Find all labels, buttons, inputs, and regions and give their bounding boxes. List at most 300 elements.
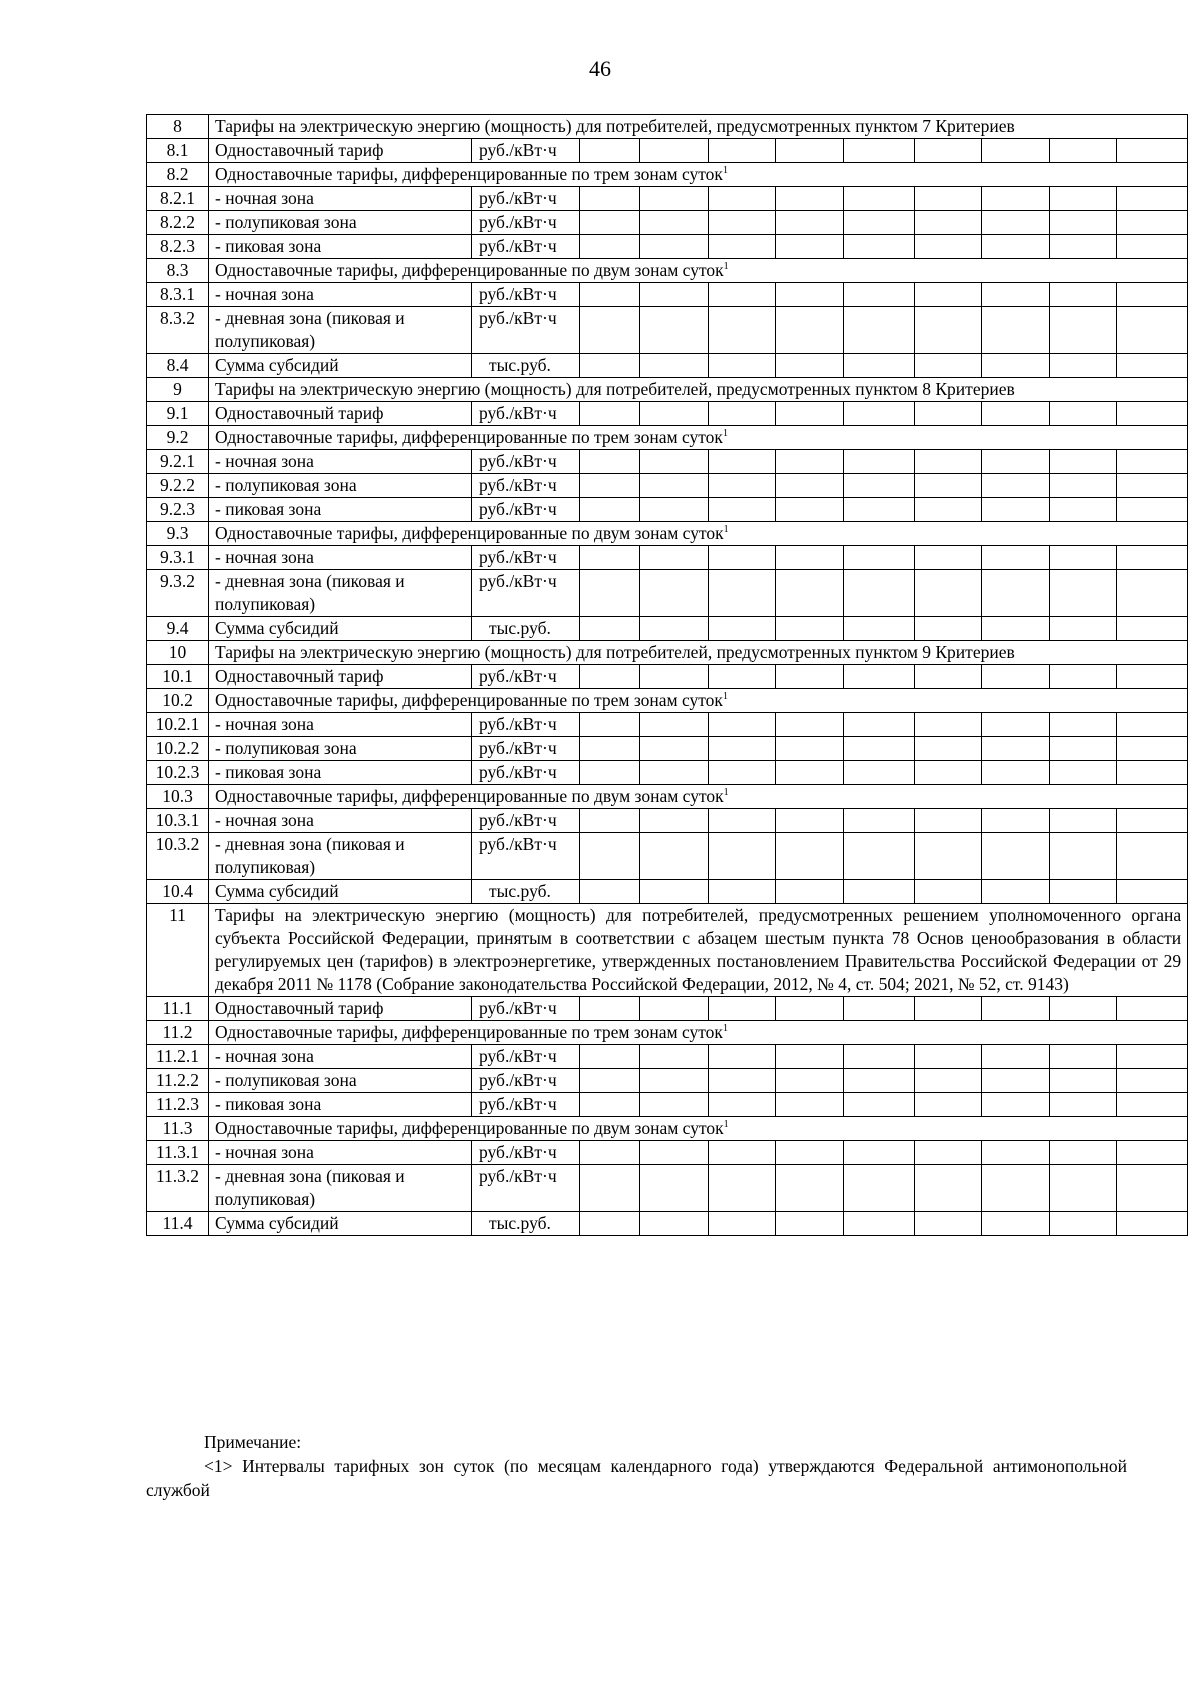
row-title — [209, 641, 1188, 665]
value-cell — [1117, 761, 1188, 785]
value-cell — [776, 997, 844, 1021]
value-cell — [1117, 354, 1188, 378]
row-number: 9 — [147, 378, 209, 402]
row-number: 8.2.2 — [147, 211, 209, 235]
unit-cell: руб./кВт·ч — [472, 402, 580, 426]
value-cell — [844, 187, 915, 211]
value-cell — [580, 187, 640, 211]
row-title — [209, 1117, 1188, 1141]
value-cell — [1117, 1165, 1188, 1212]
value-cell — [776, 617, 844, 641]
two-zone-header-row — [147, 259, 1188, 283]
row-number: 9.2 — [147, 426, 209, 450]
value-cell — [1050, 737, 1117, 761]
value-cell — [915, 139, 982, 163]
value-cell — [709, 737, 776, 761]
value-cell — [1050, 211, 1117, 235]
value-cell — [580, 139, 640, 163]
row-title-text: Одноставочные тарифы, дифференцированные по двум зонам суток — [215, 1118, 724, 1138]
value-cell — [1050, 833, 1117, 880]
value-cell — [1050, 997, 1117, 1021]
value-cell — [1050, 450, 1117, 474]
value-cell — [1117, 474, 1188, 498]
value-cell — [982, 833, 1050, 880]
row-title — [209, 522, 1188, 546]
row-number: 10.2.3 — [147, 761, 209, 785]
row-label: Сумма субсидий — [209, 1212, 472, 1236]
unit-cell: руб./кВт·ч — [472, 474, 580, 498]
unit-cell: руб./кВт·ч — [472, 498, 580, 522]
value-cell — [1117, 809, 1188, 833]
subsidy-row — [147, 617, 1188, 641]
value-cell — [982, 809, 1050, 833]
three-zone-row — [147, 474, 1188, 498]
two-zone-header-row — [147, 1117, 1188, 1141]
value-cell — [776, 235, 844, 259]
value-cell — [982, 211, 1050, 235]
value-cell — [1117, 570, 1188, 617]
value-cell — [640, 1045, 709, 1069]
value-cell — [776, 546, 844, 570]
value-cell — [709, 1045, 776, 1069]
value-cell — [580, 665, 640, 689]
value-cell — [844, 617, 915, 641]
unit-cell: руб./кВт·ч — [472, 283, 580, 307]
value-cell — [915, 665, 982, 689]
value-cell — [1050, 1141, 1117, 1165]
value-cell — [580, 833, 640, 880]
value-cell — [1117, 498, 1188, 522]
value-cell — [776, 833, 844, 880]
value-cell — [580, 809, 640, 833]
value-cell — [709, 354, 776, 378]
value-cell — [982, 997, 1050, 1021]
value-cell — [844, 498, 915, 522]
two-zone-row — [147, 833, 1188, 880]
row-label: - полупиковая зона — [209, 211, 472, 235]
row-number: 9.3.1 — [147, 546, 209, 570]
value-cell — [982, 617, 1050, 641]
value-cell — [1050, 617, 1117, 641]
row-number: 9.2.1 — [147, 450, 209, 474]
row-title-text: Одноставочные тарифы, дифференцированные по трем зонам суток — [215, 1022, 723, 1042]
value-cell — [1050, 474, 1117, 498]
row-number: 11.3.2 — [147, 1165, 209, 1212]
value-cell — [844, 833, 915, 880]
row-label: - дневная зона (пиковая и полупиковая) — [209, 570, 472, 617]
row-label: - ночная зона — [209, 283, 472, 307]
three-zone-header-row — [147, 689, 1188, 713]
value-cell — [1117, 139, 1188, 163]
value-cell — [844, 713, 915, 737]
row-number: 9.4 — [147, 617, 209, 641]
value-cell — [1117, 1069, 1188, 1093]
value-cell — [640, 474, 709, 498]
value-cell — [1117, 737, 1188, 761]
three-zone-header-row — [147, 426, 1188, 450]
footnote-mark: 1 — [723, 261, 729, 273]
unit-cell: руб./кВт·ч — [472, 1165, 580, 1212]
row-label: - ночная зона — [209, 546, 472, 570]
value-cell — [982, 1093, 1050, 1117]
value-cell — [1050, 307, 1117, 354]
row-number: 8.4 — [147, 354, 209, 378]
row-label: - полупиковая зона — [209, 737, 472, 761]
value-cell — [1050, 139, 1117, 163]
value-cell — [844, 211, 915, 235]
row-title — [209, 378, 1188, 402]
value-cell — [640, 450, 709, 474]
three-zone-row — [147, 235, 1188, 259]
value-cell — [1117, 833, 1188, 880]
value-cell — [844, 1141, 915, 1165]
value-cell — [982, 570, 1050, 617]
three-zone-row — [147, 1093, 1188, 1117]
row-title — [209, 426, 1188, 450]
row-label: Одноставочный тариф — [209, 997, 472, 1021]
page-number: 46 — [589, 56, 611, 81]
value-cell — [915, 1165, 982, 1212]
value-cell — [709, 283, 776, 307]
row-title-text: Тарифы на электрическую энергию (мощность) для потребителей, предусмотренных пунктом 8 Критериев — [215, 379, 1015, 399]
value-cell — [640, 235, 709, 259]
value-cell — [709, 1212, 776, 1236]
value-cell — [640, 833, 709, 880]
two-zone-header-row — [147, 522, 1188, 546]
value-cell — [915, 402, 982, 426]
row-label: - пиковая зона — [209, 498, 472, 522]
value-cell — [1117, 1141, 1188, 1165]
value-cell — [776, 665, 844, 689]
row-label: - ночная зона — [209, 1045, 472, 1069]
value-cell — [640, 761, 709, 785]
value-cell — [776, 1093, 844, 1117]
row-number: 8.3.2 — [147, 307, 209, 354]
value-cell — [580, 737, 640, 761]
value-cell — [640, 880, 709, 904]
row-label: - пиковая зона — [209, 235, 472, 259]
value-cell — [709, 498, 776, 522]
single-rate-row — [147, 402, 1188, 426]
value-cell — [580, 354, 640, 378]
note-title: Примечание: — [204, 1432, 302, 1452]
value-cell — [1117, 665, 1188, 689]
unit-cell: руб./кВт·ч — [472, 546, 580, 570]
value-cell — [1050, 402, 1117, 426]
value-cell — [1050, 1212, 1117, 1236]
value-cell — [982, 665, 1050, 689]
three-zone-row — [147, 211, 1188, 235]
three-zone-row — [147, 713, 1188, 737]
value-cell — [776, 809, 844, 833]
value-cell — [776, 1069, 844, 1093]
value-cell — [580, 761, 640, 785]
section-header-row — [147, 115, 1188, 139]
value-cell — [1050, 761, 1117, 785]
unit-cell: руб./кВт·ч — [472, 665, 580, 689]
value-cell — [776, 402, 844, 426]
value-cell — [640, 283, 709, 307]
value-cell — [915, 546, 982, 570]
value-cell — [580, 1045, 640, 1069]
row-title-text: Одноставочные тарифы, дифференцированные по двум зонам суток — [215, 523, 724, 543]
section-header-row — [147, 904, 1188, 997]
row-number: 10.3.2 — [147, 833, 209, 880]
row-title-text: Одноставочные тарифы, дифференцированные по трем зонам суток — [215, 427, 723, 447]
row-label: Сумма субсидий — [209, 617, 472, 641]
value-cell — [580, 402, 640, 426]
value-cell — [1117, 211, 1188, 235]
value-cell — [982, 737, 1050, 761]
value-cell — [844, 474, 915, 498]
value-cell — [709, 450, 776, 474]
value-cell — [982, 283, 1050, 307]
value-cell — [640, 1069, 709, 1093]
three-zone-row — [147, 1045, 1188, 1069]
row-label: - ночная зона — [209, 713, 472, 737]
value-cell — [1117, 450, 1188, 474]
row-label: - полупиковая зона — [209, 1069, 472, 1093]
value-cell — [1050, 1165, 1117, 1212]
value-cell — [709, 1069, 776, 1093]
value-cell — [844, 354, 915, 378]
section-header-row — [147, 378, 1188, 402]
value-cell — [580, 1141, 640, 1165]
value-cell — [709, 474, 776, 498]
value-cell — [709, 713, 776, 737]
value-cell — [640, 402, 709, 426]
value-cell — [844, 1212, 915, 1236]
row-title-text: Одноставочные тарифы, дифференцированные по двум зонам суток — [215, 260, 724, 280]
value-cell — [982, 354, 1050, 378]
value-cell — [580, 546, 640, 570]
value-cell — [982, 307, 1050, 354]
value-cell — [915, 354, 982, 378]
value-cell — [1117, 1212, 1188, 1236]
value-cell — [640, 1212, 709, 1236]
value-cell — [580, 474, 640, 498]
value-cell — [709, 880, 776, 904]
value-cell — [776, 211, 844, 235]
value-cell — [844, 307, 915, 354]
value-cell — [709, 235, 776, 259]
value-cell — [640, 570, 709, 617]
section-header-row — [147, 641, 1188, 665]
value-cell — [915, 809, 982, 833]
row-title-text: Тарифы на электрическую энергию (мощность) для потребителей, предусмотренных пунктом 7 Критериев — [215, 116, 1015, 136]
row-label: - ночная зона — [209, 187, 472, 211]
row-number: 11.3.1 — [147, 1141, 209, 1165]
value-cell — [776, 187, 844, 211]
value-cell — [709, 833, 776, 880]
value-cell — [1050, 809, 1117, 833]
value-cell — [776, 570, 844, 617]
row-label: Одноставочный тариф — [209, 665, 472, 689]
value-cell — [915, 570, 982, 617]
value-cell — [844, 1045, 915, 1069]
row-number: 11.4 — [147, 1212, 209, 1236]
unit-cell: руб./кВт·ч — [472, 307, 580, 354]
value-cell — [580, 498, 640, 522]
two-zone-row — [147, 307, 1188, 354]
row-label: - дневная зона (пиковая и полупиковая) — [209, 833, 472, 880]
value-cell — [844, 450, 915, 474]
row-label: - ночная зона — [209, 1141, 472, 1165]
value-cell — [640, 211, 709, 235]
row-label: Сумма субсидий — [209, 880, 472, 904]
two-zone-row — [147, 283, 1188, 307]
unit-cell: руб./кВт·ч — [472, 833, 580, 880]
row-title — [209, 1021, 1188, 1045]
value-cell — [709, 665, 776, 689]
value-cell — [982, 139, 1050, 163]
row-number: 11.2 — [147, 1021, 209, 1045]
three-zone-header-row — [147, 1021, 1188, 1045]
value-cell — [709, 139, 776, 163]
value-cell — [1050, 283, 1117, 307]
value-cell — [982, 235, 1050, 259]
row-title — [209, 785, 1188, 809]
value-cell — [640, 1093, 709, 1117]
two-zone-row — [147, 546, 1188, 570]
value-cell — [640, 187, 709, 211]
value-cell — [580, 450, 640, 474]
value-cell — [915, 737, 982, 761]
row-number: 11.2.1 — [147, 1045, 209, 1069]
value-cell — [580, 570, 640, 617]
row-number: 10.3.1 — [147, 809, 209, 833]
value-cell — [844, 880, 915, 904]
value-cell — [915, 617, 982, 641]
value-cell — [776, 737, 844, 761]
value-cell — [915, 1069, 982, 1093]
value-cell — [844, 546, 915, 570]
value-cell — [844, 809, 915, 833]
value-cell — [640, 354, 709, 378]
value-cell — [982, 1141, 1050, 1165]
two-zone-row — [147, 809, 1188, 833]
value-cell — [915, 1212, 982, 1236]
value-cell — [982, 1212, 1050, 1236]
value-cell — [580, 1093, 640, 1117]
value-cell — [580, 617, 640, 641]
row-label: Сумма субсидий — [209, 354, 472, 378]
footnote-mark: 1 — [723, 524, 729, 536]
value-cell — [915, 997, 982, 1021]
value-cell — [1050, 498, 1117, 522]
value-cell — [844, 139, 915, 163]
unit-cell: руб./кВт·ч — [472, 997, 580, 1021]
value-cell — [844, 235, 915, 259]
value-cell — [776, 283, 844, 307]
unit-cell: руб./кВт·ч — [472, 713, 580, 737]
unit-cell: тыс.руб. — [472, 617, 580, 641]
value-cell — [709, 570, 776, 617]
value-cell — [915, 713, 982, 737]
value-cell — [640, 498, 709, 522]
value-cell — [1050, 570, 1117, 617]
value-cell — [915, 1093, 982, 1117]
value-cell — [915, 1045, 982, 1069]
value-cell — [915, 283, 982, 307]
unit-cell: руб./кВт·ч — [472, 1069, 580, 1093]
value-cell — [982, 546, 1050, 570]
value-cell — [776, 450, 844, 474]
two-zone-row — [147, 1141, 1188, 1165]
value-cell — [915, 307, 982, 354]
row-number: 10.4 — [147, 880, 209, 904]
row-label: - пиковая зона — [209, 761, 472, 785]
value-cell — [1117, 187, 1188, 211]
row-number: 11 — [147, 904, 209, 997]
value-cell — [844, 570, 915, 617]
row-number: 10.1 — [147, 665, 209, 689]
subsidy-row — [147, 1212, 1188, 1236]
value-cell — [640, 139, 709, 163]
footnote-mark: 1 — [722, 1023, 728, 1035]
value-cell — [776, 498, 844, 522]
unit-cell: руб./кВт·ч — [472, 1093, 580, 1117]
unit-cell: руб./кВт·ч — [472, 737, 580, 761]
value-cell — [709, 402, 776, 426]
value-cell — [982, 880, 1050, 904]
value-cell — [640, 737, 709, 761]
value-cell — [1117, 1045, 1188, 1069]
row-number: 8.2 — [147, 163, 209, 187]
value-cell — [709, 211, 776, 235]
row-title-text: Одноставочные тарифы, дифференцированные по трем зонам суток — [215, 690, 723, 710]
row-number: 11.2.2 — [147, 1069, 209, 1093]
value-cell — [915, 498, 982, 522]
value-cell — [709, 1165, 776, 1212]
unit-cell: руб./кВт·ч — [472, 450, 580, 474]
unit-cell: руб./кВт·ч — [472, 761, 580, 785]
value-cell — [580, 211, 640, 235]
value-cell — [776, 1045, 844, 1069]
unit-cell: тыс.руб. — [472, 880, 580, 904]
footnote-mark: 1 — [723, 1119, 729, 1131]
value-cell — [1117, 713, 1188, 737]
value-cell — [709, 1141, 776, 1165]
value-cell — [640, 307, 709, 354]
value-cell — [1050, 1045, 1117, 1069]
value-cell — [1050, 235, 1117, 259]
value-cell — [709, 761, 776, 785]
three-zone-row — [147, 737, 1188, 761]
value-cell — [640, 1141, 709, 1165]
value-cell — [1050, 354, 1117, 378]
row-number: 8.2.3 — [147, 235, 209, 259]
three-zone-row — [147, 761, 1188, 785]
value-cell — [844, 1165, 915, 1212]
three-zone-row — [147, 1069, 1188, 1093]
unit-cell: руб./кВт·ч — [472, 211, 580, 235]
note-block — [146, 1430, 1127, 1502]
unit-cell: тыс.руб. — [472, 354, 580, 378]
value-cell — [915, 761, 982, 785]
value-cell — [915, 474, 982, 498]
unit-cell: руб./кВт·ч — [472, 139, 580, 163]
value-cell — [640, 713, 709, 737]
row-number: 9.1 — [147, 402, 209, 426]
tariff-table — [146, 114, 1188, 1236]
value-cell — [1117, 1093, 1188, 1117]
value-cell — [580, 1165, 640, 1212]
row-title — [209, 259, 1188, 283]
row-number: 9.3 — [147, 522, 209, 546]
two-zone-row — [147, 570, 1188, 617]
value-cell — [709, 187, 776, 211]
